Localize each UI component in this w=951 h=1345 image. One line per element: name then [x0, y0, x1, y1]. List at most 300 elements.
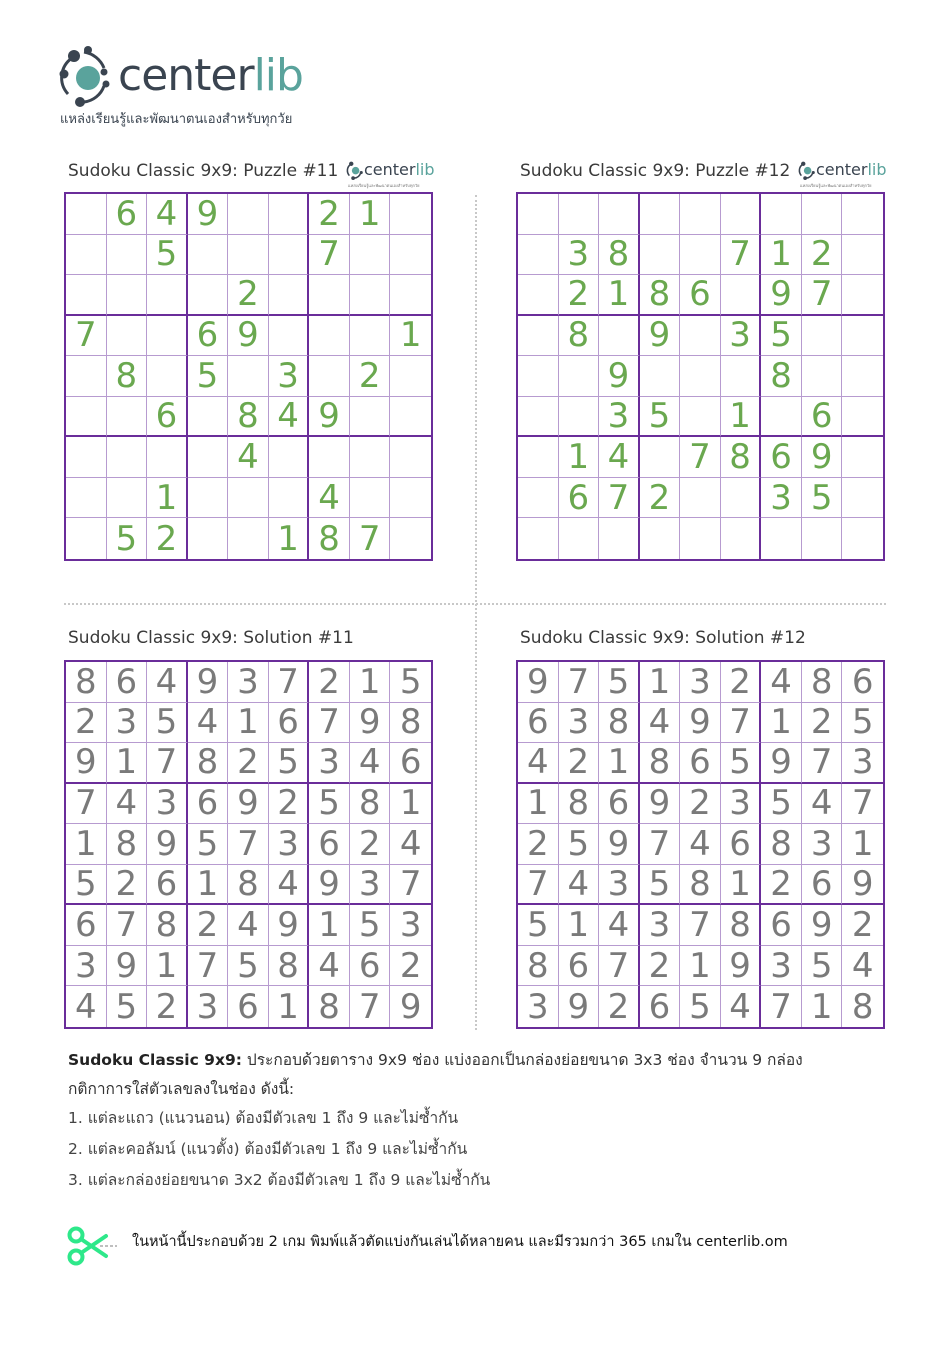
- sudoku-cell[interactable]: [640, 437, 681, 478]
- solution-12-title: Sudoku Classic 9x9: Solution #12: [520, 628, 806, 648]
- sudoku-cell[interactable]: [269, 194, 310, 235]
- sudoku-cell: 2: [188, 905, 229, 946]
- sudoku-cell: 6: [802, 865, 843, 906]
- sudoku-cell[interactable]: 5: [107, 518, 148, 559]
- sudoku-cell[interactable]: [147, 356, 188, 397]
- sudoku-cell[interactable]: [66, 437, 107, 478]
- sudoku-cell: 9: [599, 824, 640, 865]
- sudoku-cell: 8: [851, 986, 874, 1027]
- sudoku-cell: 4: [680, 824, 721, 865]
- sudoku-cell[interactable]: [107, 275, 148, 316]
- sudoku-cell[interactable]: [761, 518, 802, 559]
- sudoku-cell[interactable]: 7: [599, 478, 640, 519]
- sudoku-cell[interactable]: 3: [761, 478, 802, 519]
- sudoku-cell: 5: [599, 662, 640, 703]
- sudoku-cell: 3: [107, 703, 148, 744]
- sudoku-cell[interactable]: [802, 194, 843, 235]
- sudoku-cell[interactable]: [390, 275, 431, 316]
- sudoku-grid-solution-11: [64, 660, 433, 1029]
- sudoku-cell: 9: [269, 905, 310, 946]
- sudoku-cell[interactable]: 3: [269, 356, 310, 397]
- sudoku-cell: 8: [559, 784, 600, 825]
- sudoku-cell[interactable]: [842, 316, 883, 357]
- sudoku-cell: 7: [228, 824, 269, 865]
- sudoku-cell[interactable]: [390, 437, 431, 478]
- sudoku-cell[interactable]: [107, 478, 148, 519]
- sudoku-cell: 2: [559, 743, 600, 784]
- sudoku-cell[interactable]: [802, 356, 843, 397]
- sudoku-cell: 3: [188, 986, 229, 1027]
- sudoku-cell: 1: [107, 743, 148, 784]
- sudoku-cell[interactable]: [309, 316, 350, 357]
- sudoku-cell[interactable]: [147, 437, 188, 478]
- sudoku-cell[interactable]: 1: [559, 437, 600, 478]
- sudoku-cell[interactable]: 7: [802, 275, 843, 316]
- sudoku-cell[interactable]: [228, 518, 269, 559]
- sudoku-cell: 3: [350, 865, 391, 906]
- sudoku-cell[interactable]: [599, 194, 640, 235]
- sudoku-cell: 8: [390, 703, 431, 744]
- sudoku-cell: 3: [390, 905, 431, 946]
- mini-tagline: แหล่งเรียนรู้และพัฒนาตนเองสำหรับทุกวัย: [800, 183, 872, 188]
- sudoku-cell: 9: [802, 905, 843, 946]
- sudoku-cell: 9: [842, 865, 883, 906]
- sudoku-cell: 8: [350, 784, 391, 825]
- sudoku-cell[interactable]: 1: [721, 397, 762, 438]
- sudoku-cell[interactable]: [188, 478, 229, 519]
- sudoku-cell: 3: [66, 946, 107, 987]
- sudoku-cell[interactable]: 2: [559, 275, 600, 316]
- sudoku-cell: 7: [559, 662, 600, 703]
- sudoku-cell[interactable]: 6: [147, 397, 188, 438]
- sudoku-cell[interactable]: [309, 275, 350, 316]
- sudoku-cell: 2: [107, 865, 148, 906]
- sudoku-cell[interactable]: 6: [559, 478, 600, 519]
- sudoku-cell: 5: [350, 905, 391, 946]
- sudoku-cell: 4: [188, 703, 229, 744]
- sudoku-cell: 4: [107, 784, 148, 825]
- sudoku-cell[interactable]: 7: [309, 235, 350, 276]
- sudoku-cell[interactable]: [147, 275, 188, 316]
- brand-part-2: lib: [253, 50, 303, 101]
- sudoku-cell[interactable]: [842, 478, 883, 519]
- sudoku-cell[interactable]: 4: [269, 397, 310, 438]
- sudoku-cell[interactable]: 5: [761, 316, 802, 357]
- sudoku-cell[interactable]: [518, 518, 559, 559]
- sudoku-cell[interactable]: 2: [802, 235, 843, 276]
- sudoku-cell[interactable]: [721, 275, 762, 316]
- sudoku-cell[interactable]: [680, 478, 721, 519]
- sudoku-cell[interactable]: 9: [761, 275, 802, 316]
- sudoku-cell[interactable]: [228, 356, 269, 397]
- sudoku-cell: 5: [228, 946, 269, 987]
- sudoku-cell: 3: [599, 865, 640, 906]
- sudoku-cell[interactable]: 8: [309, 518, 350, 559]
- sudoku-cell: 7: [309, 703, 350, 744]
- sudoku-cell[interactable]: [680, 316, 721, 357]
- sudoku-cell[interactable]: 6: [761, 437, 802, 478]
- sudoku-cell[interactable]: 4: [147, 194, 188, 235]
- scissors-icon: [66, 1226, 118, 1266]
- sudoku-cell[interactable]: 6: [107, 194, 148, 235]
- sudoku-cell[interactable]: [842, 397, 883, 438]
- sudoku-cell[interactable]: 9: [802, 437, 843, 478]
- sudoku-cell[interactable]: 1: [761, 235, 802, 276]
- sudoku-cell: 5: [107, 986, 148, 1027]
- sudoku-cell[interactable]: [350, 316, 391, 357]
- sudoku-cell: 7: [269, 662, 310, 703]
- sudoku-cell: 6: [680, 743, 721, 784]
- sudoku-cell[interactable]: [66, 397, 107, 438]
- sudoku-cell[interactable]: [350, 235, 391, 276]
- sudoku-cell: 8: [269, 946, 310, 987]
- sudoku-cell: 8: [147, 905, 188, 946]
- sudoku-cell[interactable]: [599, 316, 640, 357]
- sudoku-cell: 6: [559, 946, 600, 987]
- sudoku-cell: 6: [107, 662, 148, 703]
- sudoku-grid-puzzle-12: [516, 192, 885, 561]
- sudoku-cell: 9: [107, 946, 148, 987]
- sudoku-cell[interactable]: [559, 518, 600, 559]
- sudoku-cell[interactable]: [309, 437, 350, 478]
- sudoku-cell: 9: [640, 784, 681, 825]
- sudoku-cell[interactable]: 4: [599, 437, 640, 478]
- sudoku-cell: 3: [680, 662, 721, 703]
- sudoku-cell[interactable]: [107, 437, 148, 478]
- sudoku-cell[interactable]: [269, 316, 310, 357]
- sudoku-cell: 2: [680, 784, 721, 825]
- sudoku-cell[interactable]: 9: [309, 397, 350, 438]
- sudoku-cell: 2: [147, 986, 188, 1027]
- sudoku-cell[interactable]: 7: [350, 518, 391, 559]
- sudoku-cell[interactable]: [842, 275, 883, 316]
- sudoku-cell: 8: [802, 662, 843, 703]
- sudoku-cell[interactable]: [390, 397, 431, 438]
- sudoku-cell: 4: [147, 662, 188, 703]
- sudoku-cell[interactable]: [680, 194, 721, 235]
- sudoku-cell[interactable]: [188, 275, 229, 316]
- sudoku-cell: 2: [599, 986, 640, 1027]
- sudoku-cell: 4: [761, 662, 802, 703]
- sudoku-cell[interactable]: [66, 275, 107, 316]
- sudoku-cell: 2: [761, 865, 802, 906]
- sudoku-cell[interactable]: 6: [680, 275, 721, 316]
- sudoku-cell[interactable]: [721, 478, 762, 519]
- sudoku-cell: 8: [309, 986, 350, 1027]
- mini-brand-part-1: center: [364, 160, 416, 179]
- sudoku-cell[interactable]: [518, 437, 559, 478]
- sudoku-cell[interactable]: 9: [599, 356, 640, 397]
- sudoku-cell: 4: [842, 946, 883, 987]
- sudoku-cell[interactable]: [640, 194, 681, 235]
- sudoku-cell[interactable]: [721, 194, 762, 235]
- centerlib-mini-icon: [346, 160, 364, 180]
- sudoku-cell[interactable]: [518, 235, 559, 276]
- sudoku-cell: 6: [842, 662, 883, 703]
- sudoku-cell[interactable]: 1: [599, 275, 640, 316]
- sudoku-cell[interactable]: [721, 518, 762, 559]
- description: [68, 1046, 888, 1104]
- sudoku-cell[interactable]: 4: [228, 437, 269, 478]
- sudoku-cell[interactable]: [842, 356, 883, 397]
- rule-item: 3. แต่ละกล่องย่อยขนาด 3x2 ต้องมีตัวเลข 1 ถึง 9 และไม่ซ้ำกัน: [68, 1171, 491, 1189]
- sudoku-cell[interactable]: [188, 518, 229, 559]
- sudoku-cell: 6: [188, 784, 229, 825]
- sudoku-cell: 4: [559, 865, 600, 906]
- sudoku-cell[interactable]: 7: [680, 437, 721, 478]
- sudoku-cell[interactable]: [680, 518, 721, 559]
- sudoku-cell[interactable]: [721, 356, 762, 397]
- sudoku-cell: 3: [228, 662, 269, 703]
- sudoku-cell[interactable]: [350, 397, 391, 438]
- sudoku-cell: 1: [559, 905, 600, 946]
- sudoku-cell: 3: [147, 784, 188, 825]
- sudoku-cell[interactable]: [390, 356, 431, 397]
- sudoku-cell[interactable]: [269, 478, 310, 519]
- sudoku-cell: 6: [518, 703, 559, 744]
- sudoku-cell[interactable]: [66, 235, 107, 276]
- sudoku-cell: 6: [228, 986, 269, 1027]
- sudoku-cell[interactable]: 1: [269, 518, 310, 559]
- sudoku-cell[interactable]: [66, 356, 107, 397]
- sudoku-cell: 3: [842, 743, 883, 784]
- sudoku-cell[interactable]: 7: [721, 235, 762, 276]
- sudoku-cell[interactable]: [680, 356, 721, 397]
- sudoku-cell[interactable]: [390, 478, 431, 519]
- sudoku-cell: 9: [761, 743, 802, 784]
- sudoku-cell: 4: [802, 784, 843, 825]
- sudoku-cell[interactable]: 9: [640, 316, 681, 357]
- sudoku-cell[interactable]: 8: [599, 235, 640, 276]
- sudoku-cell[interactable]: 1: [390, 316, 431, 357]
- cut-line-vertical: [475, 195, 477, 1030]
- sudoku-cell[interactable]: [559, 356, 600, 397]
- mini-brand-part-1: center: [816, 160, 868, 179]
- description-line-2: กติกาการใส่ตัวเลขลงในช่อง ดังนี้:: [68, 1080, 295, 1098]
- sudoku-cell[interactable]: 8: [761, 356, 802, 397]
- sudoku-cell: 7: [107, 905, 148, 946]
- mini-brand: [364, 162, 435, 178]
- sudoku-cell: 1: [680, 946, 721, 987]
- sudoku-cell[interactable]: 2: [350, 356, 391, 397]
- sudoku-cell[interactable]: [107, 235, 148, 276]
- sudoku-cell[interactable]: 8: [559, 316, 600, 357]
- sudoku-cell: 2: [66, 703, 107, 744]
- sudoku-cell[interactable]: [518, 194, 559, 235]
- sudoku-cell[interactable]: [518, 316, 559, 357]
- sudoku-cell: 4: [309, 946, 350, 987]
- sudoku-cell[interactable]: 5: [147, 235, 188, 276]
- sudoku-cell: 5: [518, 905, 559, 946]
- sudoku-cell[interactable]: 3: [559, 235, 600, 276]
- sudoku-cell[interactable]: 3: [599, 397, 640, 438]
- sudoku-cell: 7: [147, 743, 188, 784]
- sudoku-cell: 6: [390, 743, 431, 784]
- sudoku-cell: 9: [66, 743, 107, 784]
- sudoku-cell[interactable]: 5: [188, 356, 229, 397]
- sudoku-cell[interactable]: 5: [802, 478, 843, 519]
- sudoku-cell: 1: [721, 865, 762, 906]
- sudoku-cell[interactable]: [842, 437, 883, 478]
- sudoku-cell[interactable]: 2: [228, 275, 269, 316]
- sudoku-cell[interactable]: 2: [309, 194, 350, 235]
- sudoku-cell: 5: [640, 865, 681, 906]
- sudoku-cell: 5: [842, 703, 883, 744]
- sudoku-cell: 7: [680, 905, 721, 946]
- sudoku-cell: 9: [309, 865, 350, 906]
- sudoku-cell: 6: [721, 824, 762, 865]
- sudoku-cell: 9: [518, 662, 559, 703]
- sudoku-cell: 3: [518, 986, 559, 1027]
- sudoku-cell: 4: [269, 865, 310, 906]
- sudoku-cell[interactable]: [228, 478, 269, 519]
- sudoku-cell[interactable]: [761, 397, 802, 438]
- sudoku-cell: 1: [309, 905, 350, 946]
- sudoku-cell: 8: [680, 865, 721, 906]
- sudoku-cell: 2: [269, 784, 310, 825]
- sudoku-cell: 9: [721, 946, 762, 987]
- sudoku-cell[interactable]: [350, 437, 391, 478]
- sudoku-cell[interactable]: [107, 397, 148, 438]
- sudoku-cell[interactable]: 2: [640, 478, 681, 519]
- sudoku-cell[interactable]: 6: [802, 397, 843, 438]
- sudoku-cell[interactable]: [518, 478, 559, 519]
- sudoku-cell: 7: [640, 824, 681, 865]
- sudoku-cell: 2: [228, 743, 269, 784]
- sudoku-cell[interactable]: [390, 235, 431, 276]
- sudoku-cell[interactable]: 5: [640, 397, 681, 438]
- sudoku-cell[interactable]: 7: [66, 316, 107, 357]
- sudoku-cell: 9: [350, 703, 391, 744]
- sudoku-cell: 5: [559, 824, 600, 865]
- sudoku-cell[interactable]: 8: [721, 437, 762, 478]
- sudoku-cell[interactable]: 1: [350, 194, 391, 235]
- sudoku-cell: 8: [599, 703, 640, 744]
- mini-logo-puzzle-11: [346, 160, 435, 189]
- sudoku-cell: 5: [761, 784, 802, 825]
- sudoku-cell[interactable]: [802, 316, 843, 357]
- sudoku-cell: 9: [188, 662, 229, 703]
- sudoku-cell[interactable]: [559, 397, 600, 438]
- sudoku-cell: 6: [761, 905, 802, 946]
- sudoku-cell[interactable]: [269, 437, 310, 478]
- rule-item: 2. แต่ละคอลัมน์ (แนวตั้ง) ต้องมีตัวเลข 1 ถึง 9 และไม่ซ้ำกัน: [68, 1140, 468, 1158]
- sudoku-cell[interactable]: [188, 437, 229, 478]
- sudoku-cell[interactable]: [640, 235, 681, 276]
- sudoku-cell: 2: [350, 824, 391, 865]
- sudoku-cell: 1: [228, 703, 269, 744]
- sudoku-cell[interactable]: [680, 235, 721, 276]
- sudoku-cell[interactable]: [66, 194, 107, 235]
- sudoku-cell: 2: [640, 946, 681, 987]
- sudoku-cell[interactable]: [518, 275, 559, 316]
- sudoku-cell[interactable]: [802, 518, 843, 559]
- sudoku-cell[interactable]: [518, 397, 559, 438]
- sudoku-cell[interactable]: 8: [107, 356, 148, 397]
- sudoku-cell: 2: [842, 905, 883, 946]
- sudoku-cell[interactable]: [390, 194, 431, 235]
- sudoku-cell[interactable]: [518, 356, 559, 397]
- sudoku-cell[interactable]: [390, 518, 431, 559]
- sudoku-cell[interactable]: [842, 518, 883, 559]
- sudoku-cell: 1: [842, 824, 883, 865]
- sudoku-cell[interactable]: 9: [228, 316, 269, 357]
- sudoku-cell: 6: [640, 986, 681, 1027]
- sudoku-cell[interactable]: [559, 194, 600, 235]
- sudoku-cell[interactable]: [66, 478, 107, 519]
- sudoku-cell: 1: [761, 703, 802, 744]
- sudoku-cell: 8: [228, 865, 269, 906]
- sudoku-cell: 3: [721, 784, 762, 825]
- sudoku-cell[interactable]: 8: [640, 275, 681, 316]
- sudoku-cell[interactable]: 3: [721, 316, 762, 357]
- sudoku-cell[interactable]: [350, 478, 391, 519]
- sudoku-cell[interactable]: 6: [188, 316, 229, 357]
- sudoku-cell: 5: [66, 865, 107, 906]
- sudoku-cell[interactable]: 1: [147, 478, 188, 519]
- sudoku-cell[interactable]: [269, 235, 310, 276]
- sudoku-cell[interactable]: [309, 356, 350, 397]
- mini-brand: [816, 162, 887, 178]
- cut-line-horizontal: [64, 603, 886, 605]
- sudoku-cell: 7: [350, 986, 391, 1027]
- sudoku-cell: 1: [147, 946, 188, 987]
- sudoku-cell[interactable]: 9: [188, 194, 229, 235]
- sudoku-cell: 9: [147, 824, 188, 865]
- sudoku-cell[interactable]: [599, 518, 640, 559]
- sudoku-cell[interactable]: [761, 194, 802, 235]
- sudoku-cell[interactable]: [188, 397, 229, 438]
- sudoku-cell[interactable]: [680, 397, 721, 438]
- sudoku-cell: 1: [66, 824, 107, 865]
- centerlib-logo-icon: [58, 44, 114, 108]
- sudoku-cell[interactable]: 4: [309, 478, 350, 519]
- sudoku-grid-solution-12: [516, 660, 885, 1029]
- sudoku-cell[interactable]: [188, 235, 229, 276]
- sudoku-cell[interactable]: [842, 194, 883, 235]
- sudoku-cell[interactable]: [107, 316, 148, 357]
- sudoku-cell: 7: [66, 784, 107, 825]
- mini-brand-part-2: lib: [867, 160, 887, 179]
- brand-name: [118, 50, 303, 101]
- sudoku-cell[interactable]: [66, 518, 107, 559]
- sudoku-cell: 5: [802, 946, 843, 987]
- sudoku-cell[interactable]: [350, 275, 391, 316]
- sudoku-cell[interactable]: [147, 316, 188, 357]
- sudoku-cell: 9: [559, 986, 600, 1027]
- sudoku-cell[interactable]: [640, 518, 681, 559]
- sudoku-cell[interactable]: [640, 356, 681, 397]
- sudoku-cell: 1: [802, 986, 843, 1027]
- sudoku-cell: 1: [518, 784, 559, 825]
- sudoku-cell: 4: [66, 986, 107, 1027]
- sudoku-cell[interactable]: 2: [147, 518, 188, 559]
- description-title: Sudoku Classic 9x9:: [68, 1051, 242, 1069]
- sudoku-cell: 6: [599, 784, 640, 825]
- sudoku-cell: 7: [721, 703, 762, 744]
- mini-brand-part-2: lib: [415, 160, 435, 179]
- sudoku-cell: 6: [147, 865, 188, 906]
- sudoku-cell[interactable]: [228, 235, 269, 276]
- sudoku-cell[interactable]: [269, 275, 310, 316]
- sudoku-cell[interactable]: 8: [228, 397, 269, 438]
- sudoku-cell: 9: [228, 784, 269, 825]
- sudoku-cell: 6: [309, 824, 350, 865]
- sudoku-cell[interactable]: [842, 235, 883, 276]
- sudoku-cell[interactable]: [228, 194, 269, 235]
- sudoku-cell: 2: [802, 703, 843, 744]
- sudoku-cell: 8: [518, 946, 559, 987]
